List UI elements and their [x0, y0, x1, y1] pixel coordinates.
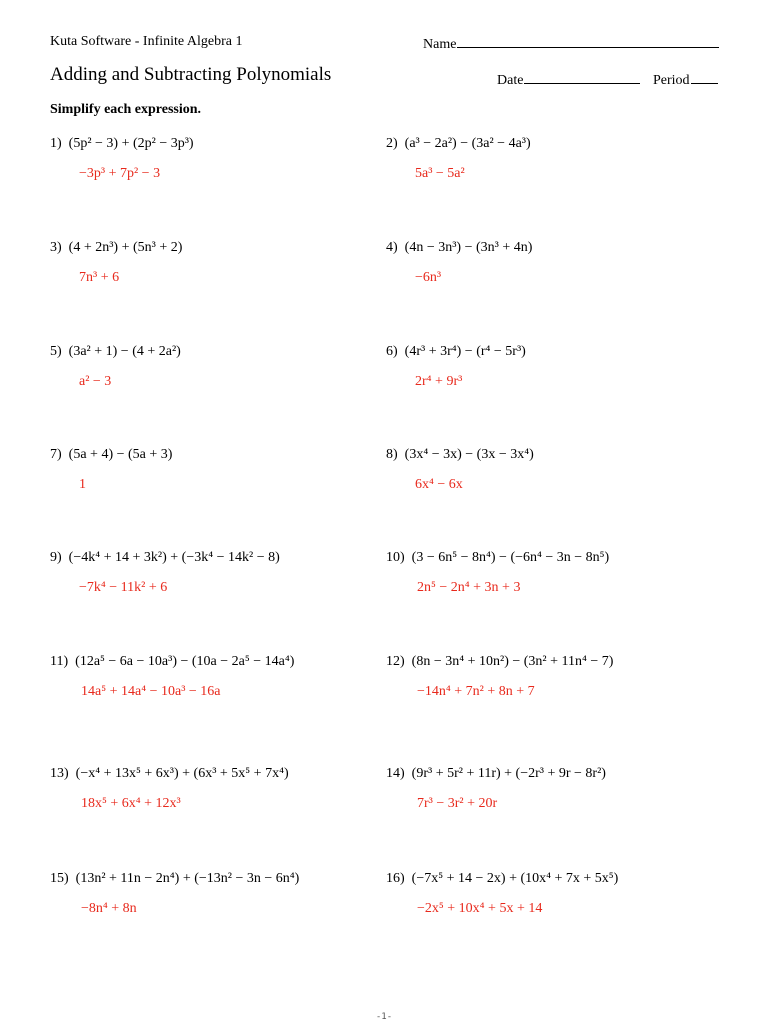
problem-answer: 6x⁴ − 6x	[415, 477, 463, 492]
problem-question	[386, 447, 534, 463]
problem-expression: (3 − 6n⁵ − 8n⁴) − (−6n⁴ − 3n − 8n⁵)	[411, 550, 610, 565]
problem-answer: −8n⁴ + 8n	[81, 901, 137, 916]
page-number: -1-	[375, 1012, 393, 1022]
date-blank-line[interactable]	[524, 70, 640, 84]
problem-number: 16)	[386, 871, 405, 886]
problem-answer: −2x⁵ + 10x⁴ + 5x + 14	[417, 901, 543, 916]
period-label: Period	[653, 73, 690, 88]
problem-14	[386, 766, 716, 826]
problem-answer: −3p³ + 7p² − 3	[79, 166, 161, 181]
problem-expression: (a³ − 2a²) − (3a² − 4a³)	[404, 136, 531, 151]
problem-5	[50, 344, 380, 404]
problem-number: 3)	[50, 240, 62, 255]
problem-7	[50, 447, 380, 507]
problem-expression: (9r³ + 5r² + 11r) + (−2r³ + 9r − 8r²)	[411, 766, 606, 781]
problem-number: 10)	[386, 550, 405, 565]
problem-question	[50, 766, 289, 782]
problem-2	[386, 136, 716, 196]
problem-1	[50, 136, 380, 196]
problem-number: 1)	[50, 136, 62, 151]
problem-question	[50, 240, 182, 256]
problem-11	[50, 654, 380, 714]
problem-8	[386, 447, 716, 507]
problem-number: 15)	[50, 871, 69, 886]
problem-question	[386, 766, 606, 782]
problem-number: 7)	[50, 447, 62, 462]
problem-expression: (4n − 3n³) − (3n³ + 4n)	[404, 240, 533, 255]
problem-answer: 5a³ − 5a²	[415, 166, 465, 181]
problem-answer: −14n⁴ + 7n² + 8n + 7	[417, 684, 535, 699]
problem-question	[386, 240, 532, 256]
problem-expression: (13n² + 11n − 2n⁴) + (−13n² − 3n − 6n⁴)	[75, 871, 300, 886]
problem-question	[50, 550, 280, 566]
problem-number: 8)	[386, 447, 398, 462]
problem-number: 2)	[386, 136, 398, 151]
problem-number: 9)	[50, 550, 62, 565]
date-label: Date	[497, 73, 524, 88]
problem-question	[50, 871, 299, 887]
name-blank-line[interactable]	[457, 34, 719, 48]
name-label: Name	[423, 37, 457, 52]
problem-answer: a² − 3	[79, 374, 112, 389]
instructions: Simplify each expression.	[50, 102, 202, 117]
problem-answer: 7n³ + 6	[79, 270, 120, 285]
problem-question	[50, 654, 294, 670]
problem-15	[50, 871, 380, 931]
problem-number: 4)	[386, 240, 398, 255]
problem-expression: (4 + 2n³) + (5n³ + 2)	[68, 240, 183, 255]
problem-6	[386, 344, 716, 404]
problem-question	[386, 344, 526, 360]
software-name: Kuta Software - Infinite Algebra 1	[50, 34, 243, 49]
problem-answer: 2n⁵ − 2n⁴ + 3n + 3	[417, 580, 521, 595]
period-field[interactable]	[653, 70, 718, 89]
problem-3	[50, 240, 380, 300]
problem-number: 14)	[386, 766, 405, 781]
problem-9	[50, 550, 380, 610]
problem-question	[50, 447, 172, 463]
problem-12	[386, 654, 716, 714]
problem-expression: (8n − 3n⁴ + 10n²) − (3n² + 11n⁴ − 7)	[411, 654, 614, 669]
period-blank-line[interactable]	[691, 70, 718, 84]
problem-answer: 7r³ − 3r² + 20r	[417, 796, 498, 811]
problem-number: 5)	[50, 344, 62, 359]
problem-expression: (−x⁴ + 13x⁵ + 6x³) + (6x³ + 5x⁵ + 7x⁴)	[75, 766, 289, 781]
problem-expression: (3x⁴ − 3x) − (3x − 3x⁴)	[404, 447, 534, 462]
problem-13	[50, 766, 380, 826]
problem-number: 12)	[386, 654, 405, 669]
problem-4	[386, 240, 716, 300]
problem-expression: (5p² − 3) + (2p² − 3p³)	[68, 136, 194, 151]
problem-expression: (3a² + 1) − (4 + 2a²)	[68, 344, 181, 359]
problem-question	[50, 136, 194, 152]
problem-answer: 1	[79, 477, 86, 492]
problem-answer: 18x⁵ + 6x⁴ + 12x³	[81, 796, 181, 811]
problem-number: 11)	[50, 654, 69, 669]
problem-answer: −6n³	[415, 270, 442, 285]
problem-number: 13)	[50, 766, 69, 781]
problem-expression: (−4k⁴ + 14 + 3k²) + (−3k⁴ − 14k² − 8)	[68, 550, 280, 565]
problem-number: 6)	[386, 344, 398, 359]
problem-expression: (−7x⁵ + 14 − 2x) + (10x⁴ + 7x + 5x⁵)	[411, 871, 619, 886]
problem-expression: (5a + 4) − (5a + 3)	[68, 447, 173, 462]
problem-question	[50, 344, 181, 360]
problem-expression: (4r³ + 3r⁴) − (r⁴ − 5r³)	[404, 344, 526, 359]
date-field[interactable]	[497, 70, 640, 89]
name-field[interactable]	[423, 34, 719, 53]
problem-answer: 14a⁵ + 14a⁴ − 10a³ − 16a	[81, 684, 221, 699]
problem-answer: −7k⁴ − 11k² + 6	[79, 580, 168, 595]
problem-question	[386, 654, 613, 670]
problem-expression: (12a⁵ − 6a − 10a³) − (10a − 2a⁵ − 14a⁴)	[75, 654, 295, 669]
worksheet-title: Adding and Subtracting Polynomials	[50, 64, 332, 85]
problem-16	[386, 871, 716, 931]
problem-answer: 2r⁴ + 9r³	[415, 374, 463, 389]
problem-10	[386, 550, 716, 610]
problem-question	[386, 136, 531, 152]
problem-question	[386, 550, 609, 566]
problem-question	[386, 871, 618, 887]
